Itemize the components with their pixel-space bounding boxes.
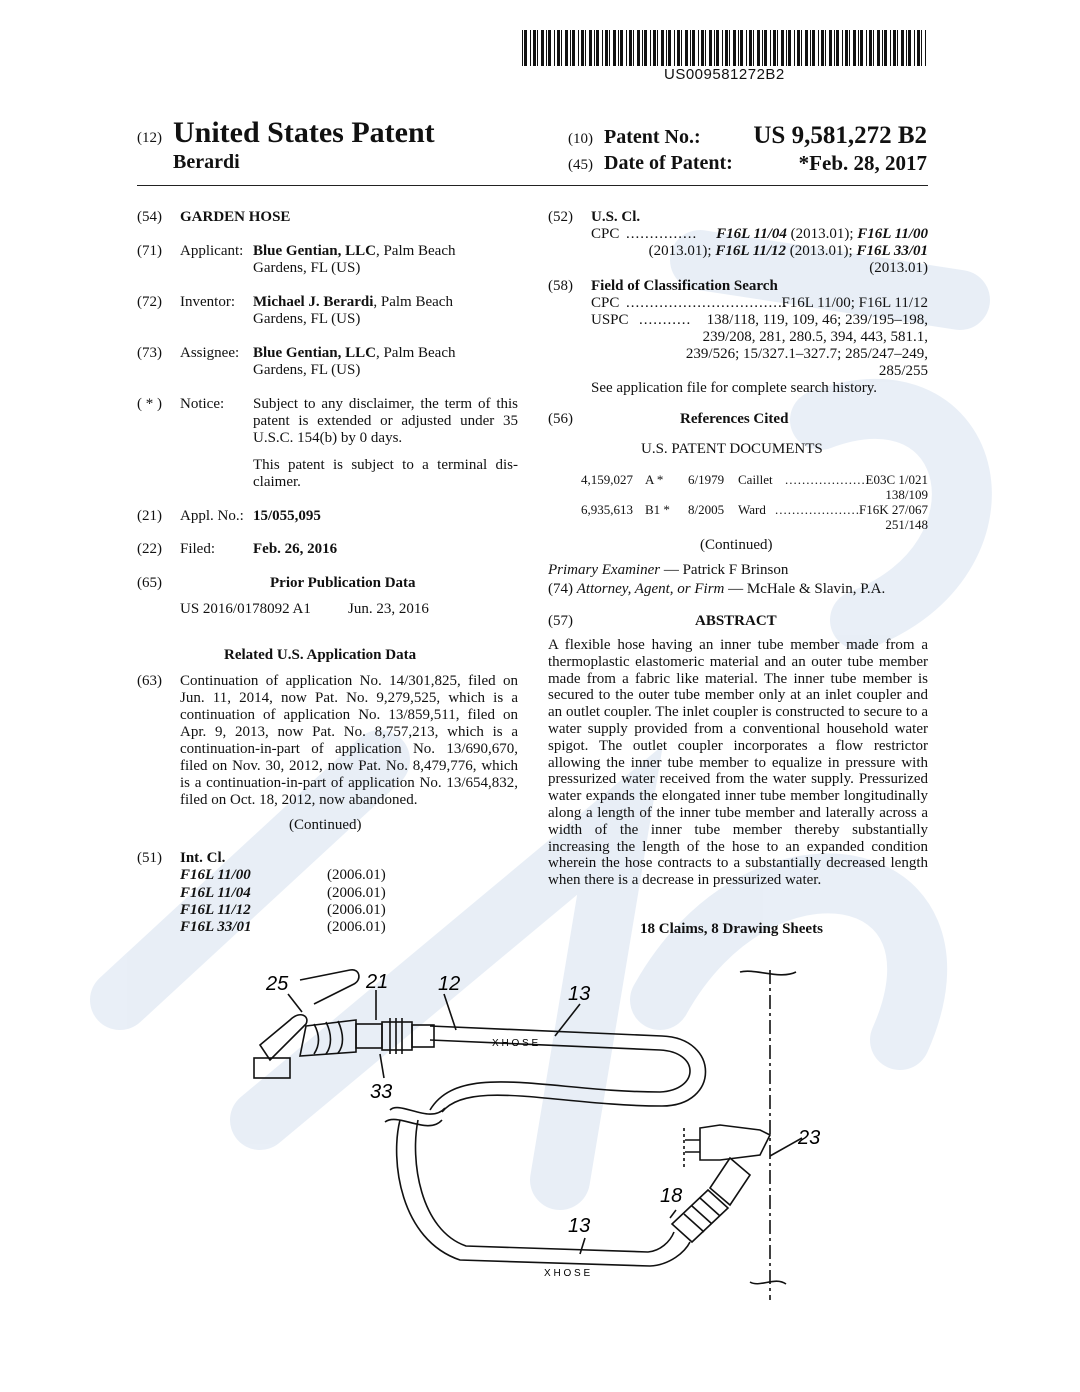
uspc-line: 239/208, 281, 280.5, 394, 443, 581.1, <box>702 329 928 345</box>
hose-print: X H O S E <box>544 1268 591 1279</box>
figure-label: 12 <box>438 973 461 995</box>
filed-label: Filed: <box>180 541 216 557</box>
appl-code: (21) <box>137 508 162 524</box>
ref-subtitle: U.S. PATENT DOCUMENTS <box>641 441 823 457</box>
applicant-code: (71) <box>137 243 162 259</box>
ref-kind: A * <box>645 472 664 487</box>
assignee-loc: , Palm Beach <box>375 345 456 361</box>
ref-title: References Cited <box>680 411 789 427</box>
inventor-line <box>253 294 453 311</box>
cpc-version: (2013.01); <box>786 243 857 259</box>
patent-type-code: (12) <box>137 130 162 146</box>
ref-date: 6/1979 <box>688 472 725 487</box>
cpc-class: F16L 11/04 <box>716 226 787 242</box>
cpc-line-1 <box>716 226 928 243</box>
cpc-class: F16L 33/01 <box>856 243 928 259</box>
intcl-class: F16L 11/04 <box>180 885 251 901</box>
ref-class-2: 251/148 <box>885 517 928 532</box>
applicant-label: Applicant: <box>180 243 244 259</box>
uspc-leader: ........... <box>639 312 692 328</box>
figure-label: 21 <box>366 971 389 993</box>
figure-label: 18 <box>660 1185 683 1207</box>
inventor-short: Berardi <box>173 151 240 173</box>
figure-label: 33 <box>370 1081 393 1103</box>
patent-date: *Feb. 28, 2017 <box>798 151 927 175</box>
abstract-text: A flexible hose having an inner tube member made from a thermoplastic elastomeric material and an outer tube member made from a fabric like material. The inner tube member is secured to the outer tube member only at an inlet coupler and an outlet coupler. The inlet coupler is constructed to secure to a water supply provided from a conventional household water spigot. The outlet coupler incorporates a flow restrictor allowing the inner tube member to equalize in pressure with pressurized water received from the water supply. Pressurized water expands the elongated inner tube member longitudinally along a length of the inner tube member and laterally across a width of the inner tube member thereby substantially increasing the length of the hose to an expanded condition wherein the hose contracts to a substantially decreased length when there is a decrease in pressurized water. <box>548 637 928 889</box>
filed-code: (22) <box>137 541 162 557</box>
cpc-version: (2013.01); <box>648 243 716 259</box>
assignee-line <box>253 345 456 362</box>
ref-leader: .................... <box>775 502 860 517</box>
figure-label: 13 <box>568 1215 591 1237</box>
abstract-title: ABSTRACT <box>695 613 777 629</box>
attorney-label: Attorney, Agent, or Firm <box>576 581 725 597</box>
intcl-version: (2006.01) <box>327 919 386 935</box>
ref-name: Caillet <box>738 472 773 487</box>
uscl-code: (52) <box>548 209 573 225</box>
intcl-class: F16L 33/01 <box>180 919 252 935</box>
assignee-label: Assignee: <box>180 345 240 361</box>
field-cpc-leader: .................................. <box>626 295 788 311</box>
field-title: Field of Classification Search <box>591 278 778 294</box>
uspc-line: 239/526; 15/327.1–327.7; 285/247–249, <box>685 346 928 362</box>
intcl-version: (2006.01) <box>327 867 386 883</box>
field-code: (58) <box>548 278 573 294</box>
hose-print: X H O S E <box>492 1038 539 1049</box>
uspc-line: 138/118, 119, 109, 46; 239/195–198, <box>706 312 928 328</box>
uspc-label: USPC <box>591 312 629 328</box>
ref-code: (56) <box>548 411 573 427</box>
related-code: (63) <box>137 673 162 689</box>
attorney-line <box>548 581 885 598</box>
patent-no-label: Patent No.: <box>604 126 701 148</box>
applicant-loc: , Palm Beach <box>375 243 456 259</box>
cpc-leader: ............... <box>626 226 698 242</box>
patent-no-code: (10) <box>568 131 593 147</box>
related-text: Continuation of application No. 14/301,825, filed on Jun. 11, 2014, now Pat. No. 9,279,525, which is a continuation of application No. 13/859,511, filed on Apr. 9, 2013, now Pat. No. 8,757,213, which is a continuation-in-part of application No. 13/690,670, filed on Nov. 30, 2012, now Pat. No. 8,479,776, which is a continuation-in-part of application No. 13/654,832, filed on Oct. 18, 2012, now abandoned. <box>180 673 518 808</box>
prior-pub: US 2016/0178092 A1 <box>180 601 311 617</box>
prior-date: Jun. 23, 2016 <box>348 601 429 617</box>
inventor-code: (72) <box>137 294 162 310</box>
ref-name: Ward <box>738 502 766 517</box>
related-title: Related U.S. Application Data <box>224 647 417 663</box>
assignee-name: Blue Gentian, LLC <box>253 345 376 361</box>
barcode-number: US009581272B2 <box>664 66 785 83</box>
cpc-label: CPC <box>591 226 620 242</box>
related-continued: (Continued) <box>289 817 362 833</box>
cpc-version: (2013.01); <box>786 226 858 242</box>
date-code: (45) <box>568 157 593 173</box>
uscl-title: U.S. Cl. <box>591 209 641 225</box>
claims-summary: 18 Claims, 8 Drawing Sheets <box>640 921 823 937</box>
ref-kind: B1 * <box>645 502 670 517</box>
appl-no: 15/055,095 <box>253 508 321 524</box>
prior-code: (65) <box>137 575 162 591</box>
intcl-code: (51) <box>137 850 162 866</box>
cpc-line-2 <box>649 243 928 260</box>
applicant-line <box>253 243 456 260</box>
date-label: Date of Patent: <box>604 152 733 174</box>
intcl-class: F16L 11/12 <box>180 902 251 918</box>
inventor-loc: , Palm Beach <box>373 294 453 310</box>
intcl-title: Int. Cl. <box>180 850 226 866</box>
prior-title: Prior Publication Data <box>270 575 416 591</box>
examiner-name: — Patrick F Brinson <box>660 562 789 578</box>
barcode <box>522 30 930 68</box>
patent-drawing <box>230 960 820 1300</box>
ref-class: F16K 27/067 <box>859 502 928 517</box>
invention-title: GARDEN HOSE <box>180 209 291 225</box>
patent-type: United States Patent <box>173 116 435 149</box>
figure-label: 25 <box>266 973 289 995</box>
ref-leader: .................... <box>785 472 870 487</box>
examiner-line <box>548 562 788 579</box>
field-cpc: F16L 11/00; F16L 11/12 <box>781 295 928 311</box>
applicant-loc2: Gardens, FL (US) <box>253 260 361 276</box>
cpc-class: F16L 11/12 <box>715 243 787 259</box>
notice-label: Notice: <box>180 396 225 412</box>
ref-no: 4,159,027 <box>581 472 633 487</box>
notice-text-2: This patent is subject to a terminal dis-claimer. <box>253 457 518 490</box>
attorney-code: (74) <box>548 581 573 597</box>
ref-class-2: 138/109 <box>885 487 928 502</box>
intcl-version: (2006.01) <box>327 902 386 918</box>
filed-date: Feb. 26, 2016 <box>253 541 338 557</box>
appl-label: Appl. No.: <box>180 508 244 524</box>
uspc-line: 285/255 <box>878 363 928 379</box>
abstract-code: (57) <box>548 613 573 629</box>
intcl-version: (2006.01) <box>327 885 386 901</box>
cpc-class: F16L 11/00 <box>857 226 928 242</box>
inventor-label: Inventor: <box>180 294 235 310</box>
patent-no: US 9,581,272 B2 <box>753 122 927 149</box>
notice-code: ( * ) <box>137 396 162 412</box>
applicant-name: Blue Gentian, LLC <box>253 243 376 259</box>
ref-no: 6,935,613 <box>581 502 633 517</box>
assignee-code: (73) <box>137 345 162 361</box>
inventor-name: Michael J. Berardi <box>253 294 374 310</box>
assignee-loc2: Gardens, FL (US) <box>253 362 361 378</box>
inventor-loc2: Gardens, FL (US) <box>253 311 361 327</box>
field-cpc-label: CPC <box>591 295 620 311</box>
ref-class: E03C 1/021 <box>865 472 928 487</box>
see-application: See application file for complete search history. <box>591 380 878 396</box>
ref-continued: (Continued) <box>700 537 773 553</box>
title-code: (54) <box>137 209 162 225</box>
attorney-name: — McHale & Slavin, P.A. <box>724 581 886 597</box>
header-rule <box>137 185 928 186</box>
notice-text: Subject to any disclaimer, the term of this patent is extended or adjusted under 35 U.S.C. 154(b) by 0 days. <box>253 396 518 446</box>
ref-date: 8/2005 <box>688 502 725 517</box>
examiner-label: Primary Examiner <box>548 562 661 578</box>
figure-label: 23 <box>798 1127 820 1149</box>
cpc-version-last: (2013.01) <box>869 260 928 276</box>
figure-label: 13 <box>568 983 591 1005</box>
intcl-class: F16L 11/00 <box>180 867 251 883</box>
